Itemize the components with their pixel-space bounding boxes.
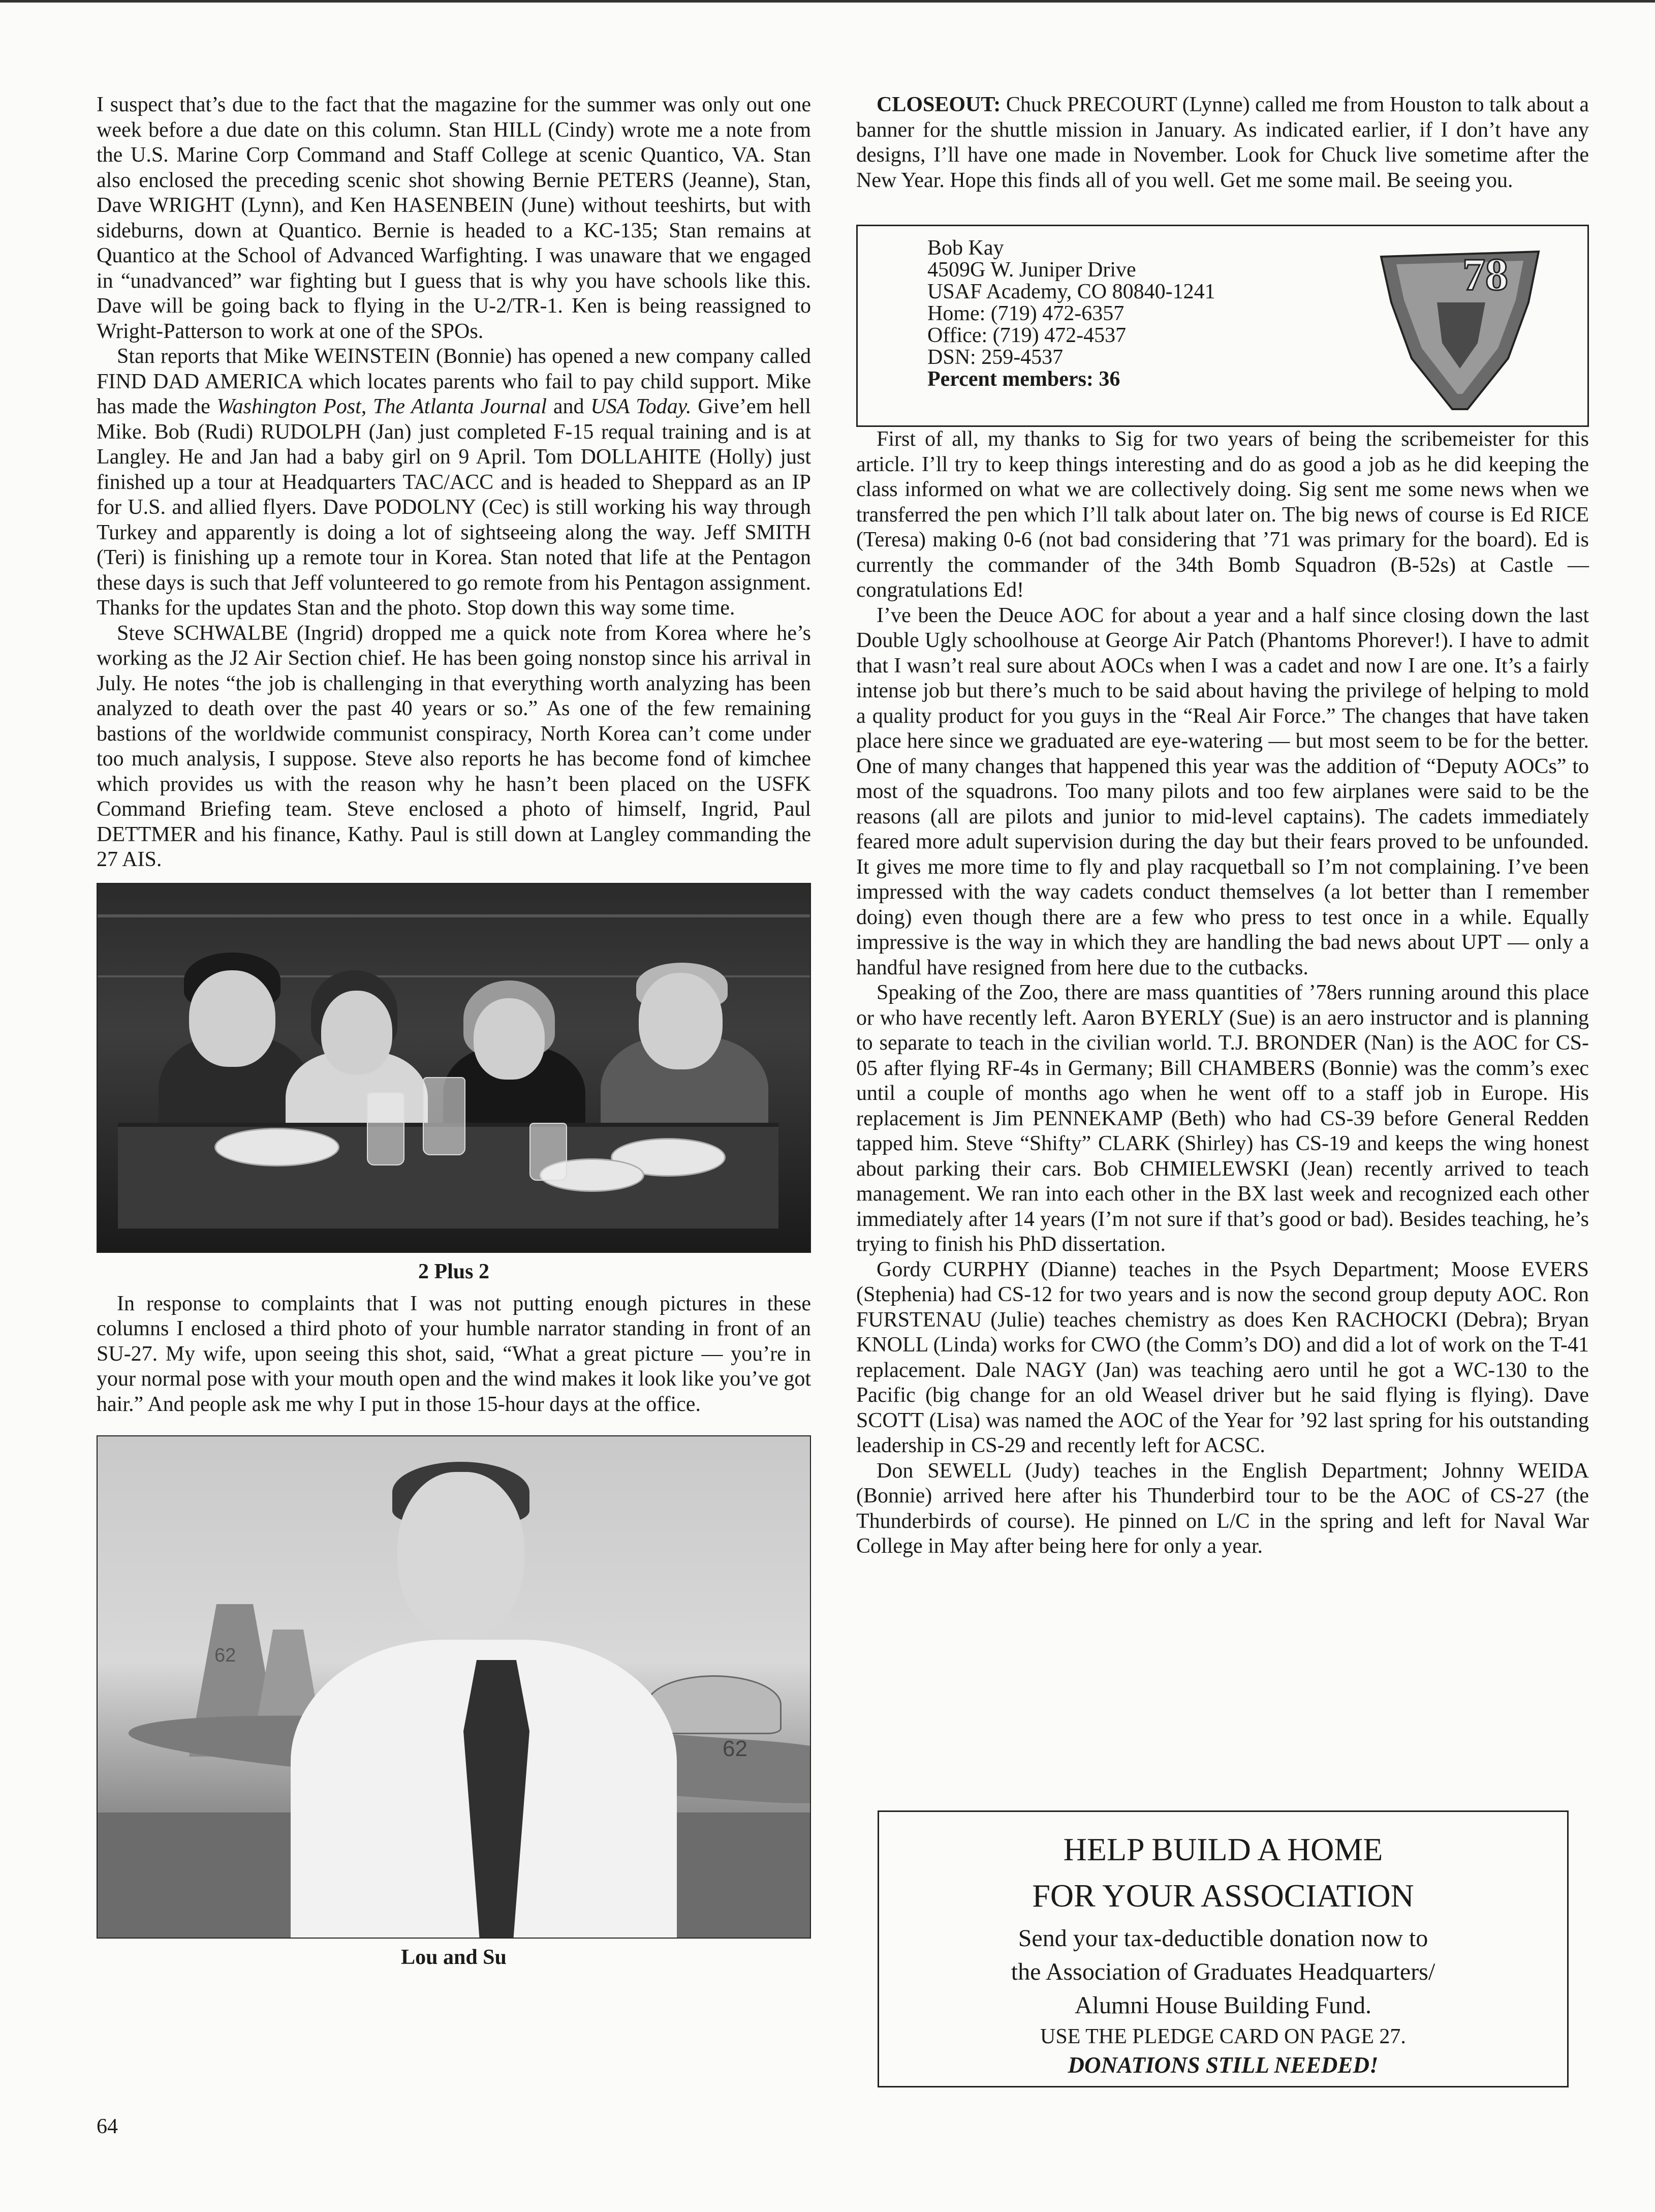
closeout-text: Chuck PRECOURT (Lynne) called me from Houston to talk about a banner for the shuttle mission in January. As indicated earlier, if I don’t have any designs, I’ll have one made in November. Look for Chuck live sometime after the New Year. Hope this finds all of you well. Get me some mail. Be seeing you.	[856, 93, 1589, 192]
donation-appeal-box	[878, 1810, 1569, 2087]
top-rule	[0, 0, 1655, 3]
crest-year: 78	[1462, 250, 1508, 300]
contact-name: Bob Kay	[927, 236, 1004, 260]
contact-address-2: USAF Academy, CO 80840-1241	[927, 280, 1215, 303]
contact-office-phone: Office: (719) 472-4537	[927, 324, 1127, 347]
water-glass	[529, 1123, 567, 1181]
left-column	[97, 93, 811, 1977]
right-paragraph-1: First of all, my thanks to Sig for two years of being the scribemeister for this article. I’ll try to keep things interesting and do as good a job as he did keeping the class informed on what we are collectively doing. Sig sent me some news when we transferred the pen which I’ll talk about later on. The big news of course is Ed RICE (Teresa) making 0-6 (not bad considering that ’71 was primary for the board). Ed is currently the commander of the 34th Bomb Squadron (B-52s) at Castle — congratulations Ed!	[856, 427, 1589, 602]
person-2-face	[321, 991, 392, 1074]
contact-address-1: 4509G W. Juniper Drive	[927, 258, 1136, 282]
contact-dsn: DSN: 259-4537	[927, 346, 1064, 369]
left-p2-text-b: and	[547, 395, 591, 418]
donation-heading-2: FOR YOUR ASSOCIATION	[1032, 1878, 1414, 1914]
donation-line-3: Alumni House Building Fund.	[1074, 1992, 1372, 2019]
class-contact-box	[856, 225, 1589, 427]
right-paragraph-4: Gordy CURPHY (Dianne) teaches in the Psych Department; Moose EVERS (Stephenia) had CS-12 for two years and is now the second group deputy AOC. Ron FURSTENAU (Julie) teaches chemistry as does Ken RACHOCKI (Debra); Bryan KNOLL (Linda) works for CWO (the Comm’s DO) and did a lot of work on the T-41 replacement. Dale NAGY (Jan) was teaching aero until he got a WC-130 to the Pacific (big change for an old Weasel driver but he said flying is flying). Dave SCOTT (Lisa) was named the AOC of the Year for ’92 last spring for his outstanding leadership in CS-29 and recently left for ACSC.	[856, 1257, 1589, 1457]
donations-needed: DONATIONS STILL NEEDED!	[1068, 2052, 1379, 2078]
jet-nose-number: 62	[723, 1736, 747, 1761]
left-paragraph-3: Steve SCHWALBE (Ingrid) dropped me a quick note from Korea where he’s working as the J2 Air Section chief. He has been going nonstop since his arrival in July. He notes “the job is challenging in that everything worth analyzing has been analyzed to death over the past 40 years or so.” As one of the few remaining bastions of the worldwide communist conspiracy, North Korea can’t come under too much analysis, I suppose. Steve also reports he has become fond of kimchee which provides us with the reason why he hasn’t been placed on the USFK Command Briefing team. Steve enclosed a photo of himself, Ingrid, Paul DETTMER and his finance, Kathy. Paul is still down at Langley commanding the 27 AIS.	[97, 621, 811, 871]
photo-window-frame	[98, 914, 811, 917]
page-number: 64	[97, 2115, 118, 2138]
person-3-face	[474, 998, 545, 1080]
photo-caption-1: 2 Plus 2	[418, 1259, 490, 1283]
person-4-face	[639, 973, 723, 1069]
donation-line-1: Send your tax-deductible donation now to	[1018, 1925, 1428, 1952]
left-p2-text-a: Stan reports that Mike WEINSTEIN (Bonnie) has opened a new company called FIND DAD AMERICA which locates parents who fail to pay child support. Mike has made the	[97, 345, 811, 418]
person-1-face	[189, 970, 275, 1067]
photo-lou-and-su	[97, 1435, 811, 1939]
water-glass	[423, 1077, 465, 1155]
class-crest-icon	[1376, 241, 1544, 417]
dinner-plate	[214, 1128, 339, 1166]
left-paragraph-2	[97, 344, 811, 621]
donation-line-2: the Association of Graduates Headquarters/	[1011, 1958, 1435, 1985]
pledge-card-note: USE THE PLEDGE CARD ON PAGE 27.	[1040, 2025, 1406, 2048]
closeout-paragraph	[856, 93, 1589, 193]
photo-caption-2: Lou and Su	[401, 1946, 507, 1969]
left-p2-publication-2: USA Today.	[590, 395, 692, 418]
contact-home-phone: Home: (719) 472-6357	[927, 302, 1125, 325]
left-paragraph-1: I suspect that’s due to the fact that the magazine for the summer was only out one week before a due date on this column. Stan HILL (Cindy) wrote me a note from the U.S. Marine Corp Command and Staff College at scenic Quantico, VA. Stan also enclosed the preceding scenic shot showing Bernie PETERS (Jeanne), Stan, Dave WRIGHT (Lynn), and Ken HASENBEIN (June) without teeshirts, but with sideburns, down at Quantico. Bernie is headed to a KC-135; Stan remains at Quantico at the School of Advanced Warfighting. I was unaware that we engaged in “unadvanced” war fighting but I guess that is why you have schools like this. Dave will be going back to flying in the U-2/TR-1. Ken is being reassigned to Wright-Patterson to work at one of the SPOs.	[97, 93, 811, 343]
right-column	[856, 93, 1589, 1559]
right-paragraph-2: I’ve been the Deuce AOC for about a year and a half since closing down the last Double Ugly schoolhouse at George Air Patch (Phantoms Phorever!). I have to admit that I wasn’t real sure about AOCs when I was a cadet and now I are one. It’s a fairly intense job but there’s much to be said about having the privilege of helping to mold a quality product for you guys in the “Real Air Force.” The changes that have taken place here since we graduated are eye-watering — but most seem to be for the better. One of many changes that happened this year was the addition of “Deputy AOCs” to most of the squadrons. Too many pilots and too few airplanes were said to be the reasons (all are pilots and junior to mid-level captains). The cadets immediately feared more adult supervision during the day but their fears proved to be unfounded. It gives me more time to fly and play racquetball so I’m not complaining. I’ve been impressed with the way cadets conduct themselves (a lot better than I remember doing) even though there are a few who press to test once in a while. Equally impressive is the way in which they are handling the bad news about UPT — only a handful have resigned from here due to the cutbacks.	[856, 603, 1589, 979]
photo-2-plus-2	[97, 883, 811, 1253]
man-face	[397, 1472, 524, 1640]
right-paragraph-5: Don SEWELL (Judy) teaches in the English Department; Johnny WEIDA (Bonnie) arrived here after his Thunderbird tour to be the AOC of CS-27 (the Thunderbirds of course). He pinned on L/C in the spring and left for Naval War College in May after being here for only a year.	[856, 1459, 1589, 1558]
left-paragraph-4: In response to complaints that I was not putting enough pictures in these columns I enclosed a third photo of your humble narrator standing in front of an SU-27. My wife, upon seeing this shot, said, “What a great picture — you’re in your normal pose with your mouth open and the wind makes it look like you’ve got hair.” And people ask me why I put in those 15-hour days at the office.	[97, 1292, 811, 1416]
left-p2-publication-1: Washington Post, The Atlanta Journal	[216, 395, 547, 418]
percent-members: Percent members: 36	[927, 367, 1120, 391]
left-p2-text-c: Give’em hell Mike. Bob (Rudi) RUDOLPH (Jan) just completed F-15 requal training and is at Langley. He and Jan had a baby girl on 9 April. Tom DOLLAHITE (Holly) just finished up a tour at Headquarters TAC/ACC and is headed to Sheppard as an IP for U.S. and allied flyers. Dave PODOLNY (Cec) is still working his way through Turkey and apparently is doing a lot of sightseeing along the way. Jeff SMITH (Teri) is finishing up a remote tour in Korea. Stan noted that life at the Pentagon these days is such that Jeff volunteered to go remote from his Pentagon assignment. Thanks for the updates Stan and the photo. Stop down this way some time.	[97, 395, 811, 620]
right-paragraph-3: Speaking of the Zoo, there are mass quantities of ’78ers running around this place or who have recently left. Aaron BYERLY (Sue) is an aero instructor and is planning to separate to teach in the civilian world. T.J. BRONDER (Nan) is the AOC for CS-05 after flying RF-4s in Germany; Bill CHAMBERS (Bonnie) was the comm’s exec until a couple of months ago when he went off to a staff job in Europe. His replacement is Jim PENNEKAMP (Beth) who had CS-39 before General Redden tapped him. Steve “Shifty” CLARK (Shirley) has CS-19 and keeps the wing honest about parking their cars. Bob CHMIELEWSKI (Jean) recently arrived to teach management. We ran into each other in the BX last week and recognized each other immediately after 14 years (I’m not sure if that’s good or bad). Besides teaching, he’s trying to finish his PhD dissertation.	[856, 981, 1589, 1256]
donation-heading-1: HELP BUILD A HOME	[1063, 1831, 1383, 1867]
water-glass	[367, 1092, 404, 1165]
jet-tail-number: 62	[214, 1645, 236, 1666]
closeout-label: CLOSEOUT:	[877, 93, 1001, 116]
